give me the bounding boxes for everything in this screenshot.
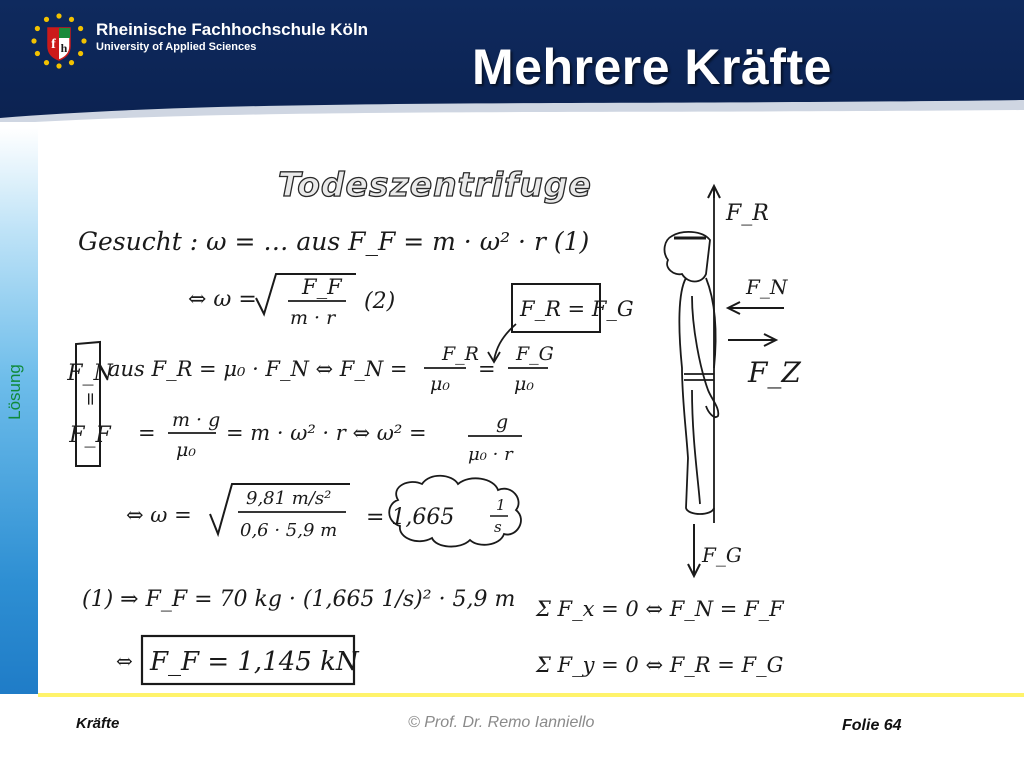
frac-fr-mu-num: F_R [442, 343, 479, 365]
final-result: F_F = 1,145 kN [150, 647, 359, 677]
frac-fg-mu-num: F_G [516, 343, 554, 365]
frac-g-mur-den: μ₀ · r [468, 444, 513, 465]
solution-sketch [38, 128, 1024, 694]
fr-fg-text: F_R = F_G [520, 297, 634, 321]
slide-header [0, 0, 1024, 122]
bracket-eq: = [80, 391, 101, 407]
frac-mr-den: m · r [290, 307, 336, 329]
frac-calc-num: 9,81 m/s² [246, 488, 332, 509]
footer-slide-number: Folie 64 [842, 717, 902, 734]
sum-fy: Σ F_y = 0 ⇔ F_R = F_G [536, 653, 784, 677]
handwritten-solution [38, 128, 1024, 694]
line-ff-eq: = [138, 421, 156, 445]
section-label: Lösung [5, 364, 24, 420]
institution-name: Rheinische Fachhochschule Köln [96, 20, 369, 39]
frac-mg-mu-den: μ₀ [176, 439, 196, 461]
implies-symbol: ⇔ [116, 649, 133, 673]
person-sketch [665, 188, 719, 523]
omega-unit-num: 1 [496, 496, 506, 514]
slide-title: Mehrere Kräfte [472, 39, 832, 95]
force-label-fz: F_Z [748, 356, 801, 389]
frac-fg-mu-den: μ₀ [514, 373, 534, 395]
line-ff-calc: (1) ⇒ F_F = 70 kg · (1,665 1/s)² · 5,9 m [82, 587, 516, 612]
force-label-fn: F_N [746, 275, 788, 299]
force-label-fg: F_G [702, 543, 742, 567]
frac-fr-mu-den: μ₀ [430, 373, 450, 395]
equals-sign: = [478, 357, 496, 381]
frac-g-mur-num: g [496, 411, 509, 433]
footer-copyright: © Prof. Dr. Remo Ianniello [408, 714, 595, 731]
worksheet-heading: Todeszentrifuge [278, 165, 592, 204]
frac-calc-den: 0,6 · 5,9 m [240, 520, 338, 541]
line-ff-rest: = m · ω² · r ⇔ ω² = [226, 421, 427, 445]
line-fn-from: aus F_R = μ₀ · F_N ⇔ F_N = [108, 357, 408, 381]
svg-text:h: h [60, 41, 68, 55]
sum-fx: Σ F_x = 0 ⇔ F_N = F_F [536, 597, 784, 621]
force-label-fr: F_R [726, 201, 769, 226]
omega-result: = 1,665 [366, 505, 455, 530]
svg-text:f: f [51, 37, 56, 52]
university-logo-icon [30, 12, 88, 70]
footer-topic: Kräfte [76, 715, 120, 732]
frac-mg-mu-num: m · g [172, 409, 221, 431]
institution-subtitle: University of Applied Sciences [96, 41, 257, 53]
frac-ff-num: F_F [302, 275, 342, 299]
line-gesucht: Gesucht : ω = … aus F_F = m · ω² · r (1) [78, 227, 590, 256]
bracket-fn: F_N [67, 361, 113, 386]
bracket-ff: F_F [69, 423, 111, 448]
footer-divider [38, 693, 1024, 697]
omega-unit-den: s [494, 518, 502, 536]
line-omega-root-prefix: ⇔ ω = [188, 287, 257, 312]
equation-tag-2: (2) [364, 289, 396, 314]
line-omega-calc-prefix: ⇔ ω = [126, 503, 192, 527]
